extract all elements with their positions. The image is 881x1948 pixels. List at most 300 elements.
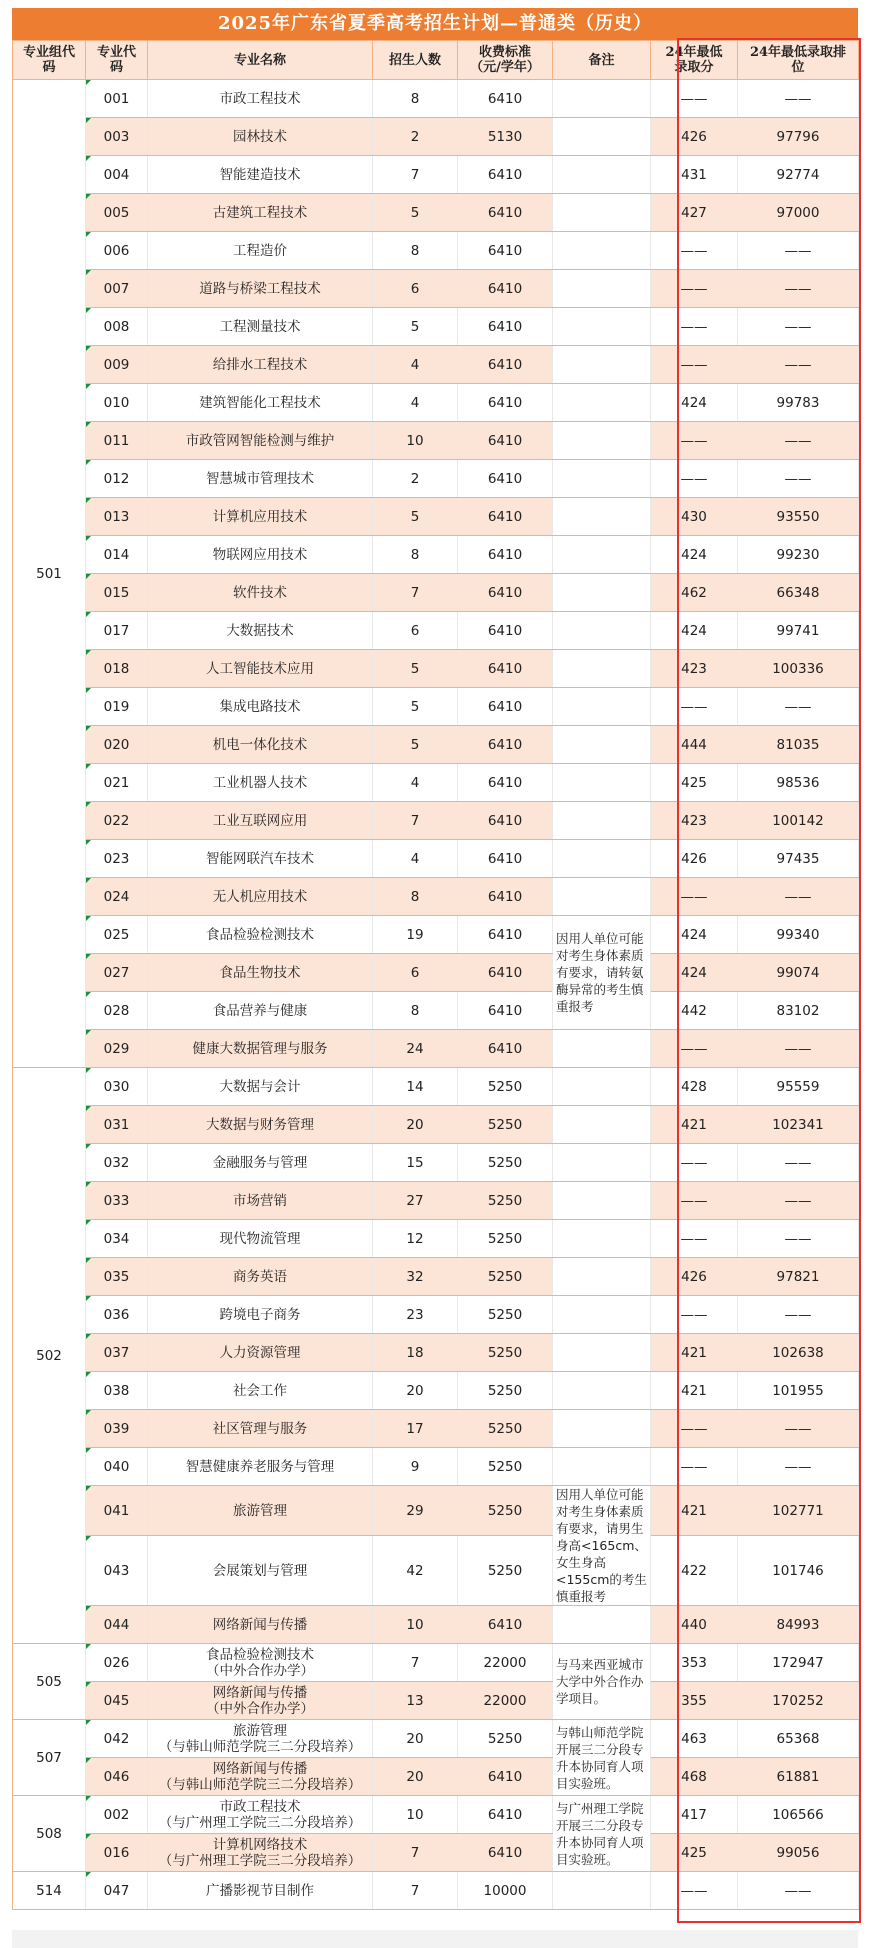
note-cell-empty: [553, 1106, 651, 1144]
major-code-cell: 002: [86, 1796, 148, 1834]
min-score-cell: 355: [651, 1682, 738, 1720]
min-rank-cell: 98536: [738, 764, 859, 802]
group-code-cell: 502: [13, 1068, 86, 1644]
min-score-cell: 424: [651, 612, 738, 650]
enroll-count-cell: 7: [373, 802, 458, 840]
min-rank-cell: ——: [738, 1448, 859, 1486]
header-name: 专业名称: [148, 41, 373, 80]
major-code-cell: 017: [86, 612, 148, 650]
min-rank-cell: 83102: [738, 992, 859, 1030]
table-row: [13, 1372, 859, 1410]
major-code-cell: 040: [86, 1448, 148, 1486]
major-name-cell: 工程测量技术: [148, 308, 373, 346]
major-name-cell: 金融服务与管理: [148, 1144, 373, 1182]
table-row: [13, 1872, 859, 1910]
major-code-cell: 005: [86, 194, 148, 232]
major-name-cell: 工业机器人技术: [148, 764, 373, 802]
min-score-cell: 444: [651, 726, 738, 764]
major-code-cell: 012: [86, 460, 148, 498]
min-score-cell: 428: [651, 1068, 738, 1106]
major-name-cell: 计算机网络技术 （与广州理工学院三二分段培养）: [148, 1834, 373, 1872]
major-name-cell: 建筑智能化工程技术: [148, 384, 373, 422]
min-score-cell: 431: [651, 156, 738, 194]
enroll-count-cell: 10: [373, 1796, 458, 1834]
fee-cell: 6410: [458, 346, 553, 384]
major-code-cell: 003: [86, 118, 148, 156]
min-rank-cell: 100336: [738, 650, 859, 688]
min-score-cell: ——: [651, 460, 738, 498]
group-code-cell: 505: [13, 1644, 86, 1720]
major-code-cell: 016: [86, 1834, 148, 1872]
major-name-cell: 大数据与财务管理: [148, 1106, 373, 1144]
note-cell-empty: [553, 308, 651, 346]
min-rank-cell: ——: [738, 688, 859, 726]
enroll-count-cell: 10: [373, 1606, 458, 1644]
table-row: [13, 726, 859, 764]
major-code-cell: 038: [86, 1372, 148, 1410]
major-code-cell: 043: [86, 1536, 148, 1606]
major-code-cell: 036: [86, 1296, 148, 1334]
min-score-cell: ——: [651, 270, 738, 308]
min-rank-cell: 97796: [738, 118, 859, 156]
table-row: [13, 1106, 859, 1144]
major-name-cell: 工业互联网应用: [148, 802, 373, 840]
min-rank-cell: ——: [738, 1030, 859, 1068]
min-rank-cell: 66348: [738, 574, 859, 612]
major-name-cell: 智慧健康养老服务与管理: [148, 1448, 373, 1486]
table-row: [13, 346, 859, 384]
table-row: [13, 612, 859, 650]
fee-cell: 6410: [458, 308, 553, 346]
table-row: [13, 1758, 859, 1796]
fee-cell: 6410: [458, 270, 553, 308]
enroll-count-cell: 5: [373, 726, 458, 764]
note-cell-empty: [553, 1448, 651, 1486]
enroll-count-cell: 18: [373, 1334, 458, 1372]
table-row: [13, 422, 859, 460]
min-rank-cell: ——: [738, 80, 859, 118]
major-name-cell: 人力资源管理: [148, 1334, 373, 1372]
note-cell-empty: [553, 1030, 651, 1068]
fee-cell: 5250: [458, 1258, 553, 1296]
page-footer-strip: [12, 1930, 858, 1948]
major-name-cell: 给排水工程技术: [148, 346, 373, 384]
note-cell-empty: [553, 1296, 651, 1334]
major-code-cell: 013: [86, 498, 148, 536]
major-name-cell: 园林技术: [148, 118, 373, 156]
major-code-cell: 004: [86, 156, 148, 194]
note-cell-empty: [553, 650, 651, 688]
table-row: [13, 1220, 859, 1258]
table-row: [13, 574, 859, 612]
min-score-cell: 421: [651, 1486, 738, 1536]
major-name-cell: 智能网联汽车技术: [148, 840, 373, 878]
note-cell-empty: [553, 460, 651, 498]
major-name-cell: 健康大数据管理与服务: [148, 1030, 373, 1068]
major-code-cell: 014: [86, 536, 148, 574]
min-score-cell: 421: [651, 1106, 738, 1144]
enroll-count-cell: 8: [373, 536, 458, 574]
min-rank-cell: ——: [738, 232, 859, 270]
table-row: [13, 1796, 859, 1834]
min-rank-cell: 99056: [738, 1834, 859, 1872]
major-code-cell: 026: [86, 1644, 148, 1682]
header-fee: 收费标准（元/学年）: [458, 41, 553, 80]
min-score-cell: 423: [651, 650, 738, 688]
major-name-cell: 食品检验检测技术: [148, 916, 373, 954]
note-cell-empty: [553, 840, 651, 878]
enrollment-table: [12, 40, 859, 1910]
major-name-cell: 市政工程技术: [148, 80, 373, 118]
enroll-count-cell: 8: [373, 80, 458, 118]
enroll-count-cell: 5: [373, 650, 458, 688]
min-rank-cell: 99741: [738, 612, 859, 650]
enroll-count-cell: 5: [373, 498, 458, 536]
min-score-cell: ——: [651, 1872, 738, 1910]
min-rank-cell: ——: [738, 1296, 859, 1334]
min-score-cell: 426: [651, 118, 738, 156]
enroll-count-cell: 4: [373, 346, 458, 384]
note-cell-empty: [553, 1144, 651, 1182]
enroll-count-cell: 6: [373, 612, 458, 650]
enroll-count-cell: 4: [373, 764, 458, 802]
min-rank-cell: 99230: [738, 536, 859, 574]
min-score-cell: ——: [651, 1030, 738, 1068]
major-code-cell: 008: [86, 308, 148, 346]
major-name-cell: 机电一体化技术: [148, 726, 373, 764]
major-code-cell: 028: [86, 992, 148, 1030]
min-rank-cell: ——: [738, 460, 859, 498]
major-code-cell: 010: [86, 384, 148, 422]
major-code-cell: 001: [86, 80, 148, 118]
header-group: 专业组代码: [13, 41, 86, 80]
major-code-cell: 044: [86, 1606, 148, 1644]
fee-cell: 6410: [458, 460, 553, 498]
major-name-cell: 旅游管理: [148, 1486, 373, 1536]
min-score-cell: 424: [651, 954, 738, 992]
table-row: [13, 992, 859, 1030]
header-code: 专业代码: [86, 41, 148, 80]
min-score-cell: 424: [651, 384, 738, 422]
table-row: [13, 1644, 859, 1682]
fee-cell: 6410: [458, 1834, 553, 1872]
enroll-count-cell: 27: [373, 1182, 458, 1220]
min-score-cell: 427: [651, 194, 738, 232]
fee-cell: 5250: [458, 1144, 553, 1182]
fee-cell: 5250: [458, 1720, 553, 1758]
min-rank-cell: ——: [738, 422, 859, 460]
table-row: [13, 1536, 859, 1606]
table-row: [13, 1606, 859, 1644]
enroll-count-cell: 7: [373, 1834, 458, 1872]
min-score-cell: ——: [651, 878, 738, 916]
group-code-cell: 508: [13, 1796, 86, 1872]
note-cell-empty: [553, 270, 651, 308]
min-score-cell: 425: [651, 1834, 738, 1872]
min-score-cell: 422: [651, 1536, 738, 1606]
note-cell-empty: [553, 1334, 651, 1372]
enroll-count-cell: 6: [373, 954, 458, 992]
note-cell-empty: [553, 346, 651, 384]
enroll-count-cell: 7: [373, 1644, 458, 1682]
note-cell: 因用人单位可能对考生身体素质有要求，请转氨酶异常的考生慎重报考: [553, 916, 651, 1030]
note-cell-empty: [553, 384, 651, 422]
min-rank-cell: ——: [738, 346, 859, 384]
enroll-count-cell: 12: [373, 1220, 458, 1258]
fee-cell: 10000: [458, 1872, 553, 1910]
major-code-cell: 006: [86, 232, 148, 270]
major-name-cell: 集成电路技术: [148, 688, 373, 726]
major-code-cell: 041: [86, 1486, 148, 1536]
major-name-cell: 道路与桥梁工程技术: [148, 270, 373, 308]
fee-cell: 6410: [458, 1796, 553, 1834]
min-score-cell: 424: [651, 916, 738, 954]
major-name-cell: 工程造价: [148, 232, 373, 270]
fee-cell: 22000: [458, 1682, 553, 1720]
enroll-count-cell: 8: [373, 878, 458, 916]
major-code-cell: 030: [86, 1068, 148, 1106]
table-row: [13, 954, 859, 992]
enroll-count-cell: 23: [373, 1296, 458, 1334]
enroll-count-cell: 4: [373, 384, 458, 422]
fee-cell: 5130: [458, 118, 553, 156]
min-rank-cell: 61881: [738, 1758, 859, 1796]
major-code-cell: 021: [86, 764, 148, 802]
min-score-cell: ——: [651, 308, 738, 346]
major-code-cell: 018: [86, 650, 148, 688]
table-row: [13, 308, 859, 346]
major-code-cell: 046: [86, 1758, 148, 1796]
enroll-count-cell: 8: [373, 232, 458, 270]
min-score-cell: 440: [651, 1606, 738, 1644]
table-row: [13, 536, 859, 574]
enroll-count-cell: 10: [373, 422, 458, 460]
note-cell-empty: [553, 194, 651, 232]
min-rank-cell: ——: [738, 308, 859, 346]
min-rank-cell: 92774: [738, 156, 859, 194]
min-score-cell: ——: [651, 80, 738, 118]
note-cell-empty: [553, 726, 651, 764]
major-name-cell: 社区管理与服务: [148, 1410, 373, 1448]
header-note: 备注: [553, 41, 651, 80]
major-name-cell: 智能建造技术: [148, 156, 373, 194]
min-score-cell: 462: [651, 574, 738, 612]
table-row: [13, 1182, 859, 1220]
enroll-count-cell: 29: [373, 1486, 458, 1536]
major-code-cell: 039: [86, 1410, 148, 1448]
min-rank-cell: 93550: [738, 498, 859, 536]
major-code-cell: 037: [86, 1334, 148, 1372]
note-cell-empty: [553, 612, 651, 650]
enroll-count-cell: 20: [373, 1720, 458, 1758]
enroll-count-cell: 14: [373, 1068, 458, 1106]
fee-cell: 6410: [458, 764, 553, 802]
min-rank-cell: 102341: [738, 1106, 859, 1144]
enroll-count-cell: 4: [373, 840, 458, 878]
header-rank: 24年最低录取排位: [738, 41, 859, 80]
min-rank-cell: ——: [738, 1144, 859, 1182]
major-name-cell: 商务英语: [148, 1258, 373, 1296]
major-name-cell: 网络新闻与传播 （与韩山师范学院三二分段培养）: [148, 1758, 373, 1796]
major-name-cell: 网络新闻与传播 （中外合作办学）: [148, 1682, 373, 1720]
min-rank-cell: 106566: [738, 1796, 859, 1834]
min-rank-cell: 97821: [738, 1258, 859, 1296]
table-row: [13, 764, 859, 802]
major-name-cell: 网络新闻与传播: [148, 1606, 373, 1644]
table-row: [13, 878, 859, 916]
enroll-count-cell: 20: [373, 1106, 458, 1144]
fee-cell: 6410: [458, 384, 553, 422]
fee-cell: 6410: [458, 574, 553, 612]
min-rank-cell: 99074: [738, 954, 859, 992]
note-cell-empty: [553, 118, 651, 156]
major-name-cell: 大数据与会计: [148, 1068, 373, 1106]
table-row: [13, 1834, 859, 1872]
min-score-cell: 426: [651, 840, 738, 878]
major-name-cell: 食品检验检测技术 （中外合作办学）: [148, 1644, 373, 1682]
group-code-cell: 507: [13, 1720, 86, 1796]
fee-cell: 5250: [458, 1296, 553, 1334]
min-score-cell: 417: [651, 1796, 738, 1834]
table-row: [13, 1144, 859, 1182]
major-code-cell: 027: [86, 954, 148, 992]
fee-cell: 6410: [458, 156, 553, 194]
major-code-cell: 007: [86, 270, 148, 308]
table-row: [13, 232, 859, 270]
table-row: [13, 498, 859, 536]
fee-cell: 6410: [458, 232, 553, 270]
min-rank-cell: 170252: [738, 1682, 859, 1720]
table-row: [13, 1720, 859, 1758]
note-cell-empty: [553, 878, 651, 916]
enroll-count-cell: 2: [373, 460, 458, 498]
min-rank-cell: ——: [738, 878, 859, 916]
major-code-cell: 031: [86, 1106, 148, 1144]
table-row: [13, 1030, 859, 1068]
note-cell-empty: [553, 574, 651, 612]
fee-cell: 6410: [458, 688, 553, 726]
header-row: [13, 41, 859, 80]
fee-cell: 6410: [458, 1606, 553, 1644]
enroll-count-cell: 17: [373, 1410, 458, 1448]
table-title: 2025年广东省夏季高考招生计划—普通类（历史）: [12, 8, 858, 40]
major-code-cell: 042: [86, 1720, 148, 1758]
min-rank-cell: 102771: [738, 1486, 859, 1536]
major-name-cell: 会展策划与管理: [148, 1536, 373, 1606]
note-cell-empty: [553, 422, 651, 460]
min-rank-cell: 102638: [738, 1334, 859, 1372]
major-code-cell: 033: [86, 1182, 148, 1220]
enroll-count-cell: 24: [373, 1030, 458, 1068]
fee-cell: 6410: [458, 840, 553, 878]
fee-cell: 6410: [458, 878, 553, 916]
table-row: [13, 688, 859, 726]
fee-cell: 6410: [458, 498, 553, 536]
fee-cell: 5250: [458, 1334, 553, 1372]
note-cell: 与韩山师范学院开展三二分段专升本协同育人项目实验班。: [553, 1720, 651, 1796]
min-rank-cell: ——: [738, 1220, 859, 1258]
min-score-cell: ——: [651, 232, 738, 270]
table-body: [13, 80, 859, 1910]
group-code-cell: 501: [13, 80, 86, 1068]
note-cell-empty: [553, 764, 651, 802]
min-score-cell: 430: [651, 498, 738, 536]
min-rank-cell: ——: [738, 1872, 859, 1910]
note-cell-empty: [553, 80, 651, 118]
min-score-cell: 463: [651, 1720, 738, 1758]
fee-cell: 5250: [458, 1220, 553, 1258]
header-count: 招生人数: [373, 41, 458, 80]
fee-cell: 6410: [458, 992, 553, 1030]
min-rank-cell: ——: [738, 270, 859, 308]
major-name-cell: 计算机应用技术: [148, 498, 373, 536]
major-code-cell: 024: [86, 878, 148, 916]
fee-cell: 5250: [458, 1410, 553, 1448]
major-code-cell: 011: [86, 422, 148, 460]
note-cell-empty: [553, 1068, 651, 1106]
table-row: [13, 118, 859, 156]
min-score-cell: ——: [651, 422, 738, 460]
note-cell-empty: [553, 1372, 651, 1410]
enroll-count-cell: 7: [373, 156, 458, 194]
enroll-count-cell: 42: [373, 1536, 458, 1606]
enroll-count-cell: 19: [373, 916, 458, 954]
fee-cell: 6410: [458, 650, 553, 688]
min-rank-cell: ——: [738, 1182, 859, 1220]
min-score-cell: 424: [651, 536, 738, 574]
fee-cell: 6410: [458, 1758, 553, 1796]
table-row: [13, 916, 859, 954]
major-code-cell: 047: [86, 1872, 148, 1910]
table-row: [13, 1296, 859, 1334]
note-cell: 因用人单位可能对考生身体素质有要求，请男生身高<165cm、女生身高<155cm的考生慎重报考: [553, 1486, 651, 1606]
min-rank-cell: 99340: [738, 916, 859, 954]
enroll-count-cell: 15: [373, 1144, 458, 1182]
table-row: [13, 194, 859, 232]
min-score-cell: ——: [651, 1182, 738, 1220]
min-score-cell: 423: [651, 802, 738, 840]
major-code-cell: 032: [86, 1144, 148, 1182]
table-row: [13, 1682, 859, 1720]
major-code-cell: 009: [86, 346, 148, 384]
min-score-cell: ——: [651, 1220, 738, 1258]
major-code-cell: 019: [86, 688, 148, 726]
note-cell-empty: [553, 1182, 651, 1220]
note-cell-empty: [553, 1220, 651, 1258]
table-row: [13, 1258, 859, 1296]
min-rank-cell: 65368: [738, 1720, 859, 1758]
major-code-cell: 020: [86, 726, 148, 764]
enroll-count-cell: 5: [373, 688, 458, 726]
min-score-cell: ——: [651, 1296, 738, 1334]
enroll-count-cell: 7: [373, 574, 458, 612]
enroll-count-cell: 20: [373, 1372, 458, 1410]
major-code-cell: 022: [86, 802, 148, 840]
fee-cell: 6410: [458, 80, 553, 118]
enroll-count-cell: 13: [373, 1682, 458, 1720]
min-rank-cell: 95559: [738, 1068, 859, 1106]
fee-cell: 5250: [458, 1486, 553, 1536]
note-cell-empty: [553, 1872, 651, 1910]
major-name-cell: 人工智能技术应用: [148, 650, 373, 688]
min-score-cell: ——: [651, 1448, 738, 1486]
note-cell: 与马来西亚城市大学中外合作办学项目。: [553, 1644, 651, 1720]
min-score-cell: ——: [651, 1144, 738, 1182]
table-row: [13, 802, 859, 840]
min-score-cell: 468: [651, 1758, 738, 1796]
min-rank-cell: ——: [738, 1410, 859, 1448]
min-score-cell: 421: [651, 1372, 738, 1410]
